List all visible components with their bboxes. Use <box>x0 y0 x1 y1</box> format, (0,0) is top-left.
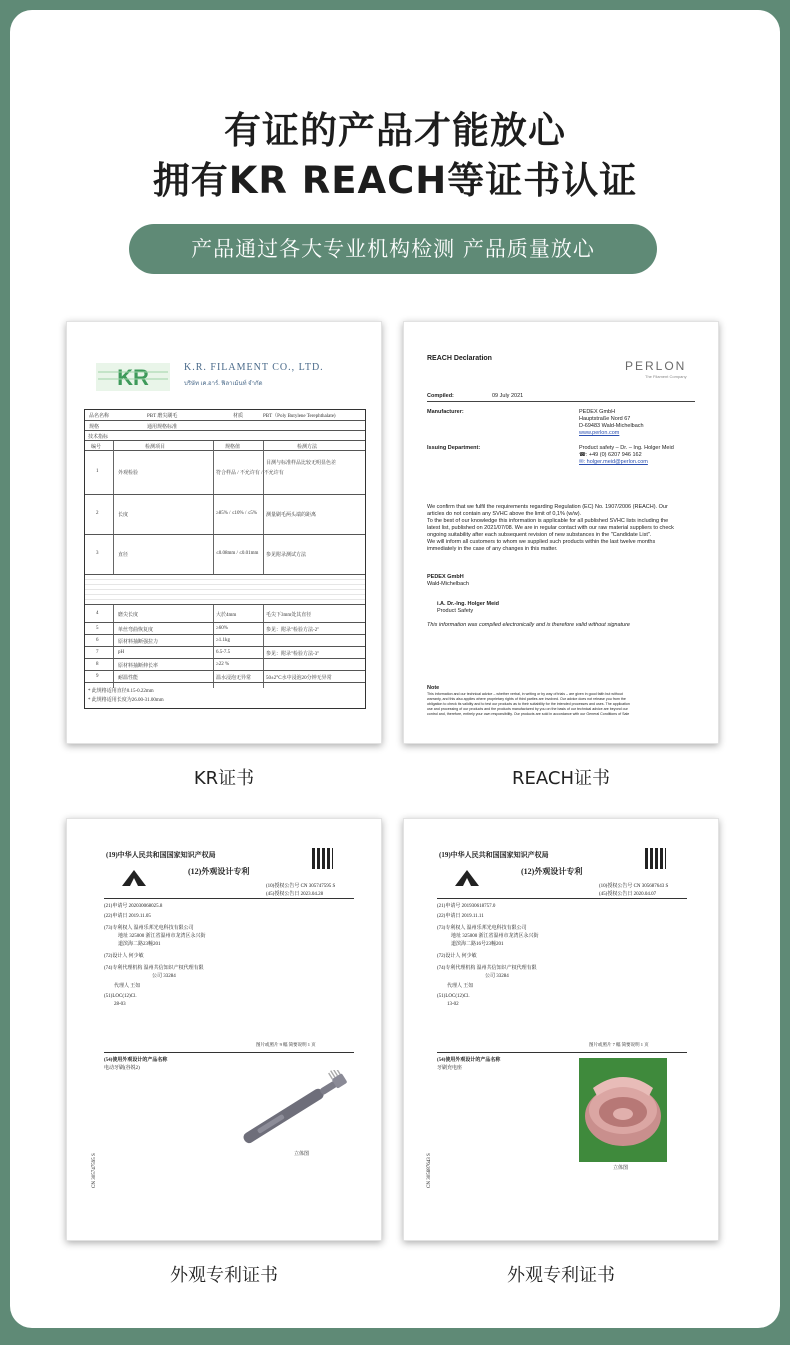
kr-material-value: PBT（Poly Butylene Terephthalate) <box>263 414 336 419</box>
manufacturer-line-3: D-69483 Wald-Michelbach <box>579 423 644 429</box>
patent-2-field-5: 道滨海二路16号23幢201 <box>451 942 504 947</box>
kr-remarks-block <box>85 575 365 605</box>
kr-row2-item: 长度 <box>118 513 129 518</box>
perlon-logo: PERLON <box>625 359 687 373</box>
kr-row5-no: 5 <box>96 626 99 631</box>
headline-line-1: 有证的产品才能放心 <box>224 109 566 152</box>
table-row <box>85 671 365 683</box>
perlon-tagline: The Filament Company <box>645 374 687 379</box>
table-row <box>85 659 365 671</box>
kr-row9-spec: 温水浸泡无异常 <box>216 676 252 681</box>
kr-row4-method: 毛尖下3mm处其直径 <box>266 613 312 618</box>
patent-1-field-3: (73)专利权人 温州乐邦光电科技有限公司 <box>104 926 194 931</box>
kr-spec-value: 通用规格标准 <box>147 425 178 430</box>
patent-2-field-4: 地址 325000 浙江省温州市龙湾区永兴街 <box>451 934 539 939</box>
kr-row9-method: 50±2°C水中浸泡20分钟无异常 <box>266 676 332 681</box>
patent-1-pub-date: (45)授权公告日 2023.04.28 <box>266 892 324 897</box>
patent-2-field-11: 13-02 <box>447 1002 459 1007</box>
kr-row6-spec: ≥1.1kg <box>216 638 230 643</box>
sign-place: Wald-Michelbach <box>427 581 469 587</box>
reach-certificate-frame <box>403 321 719 744</box>
issuing-line-1: Product safety – Dr. – Ing. Holger Meid <box>579 445 674 451</box>
issuing-email-link[interactable]: ✉: holger.meid@perlon.com <box>579 459 648 465</box>
patent-1-field-5: 道滨海二路23幢201 <box>118 942 161 947</box>
note-line-2: warranty, and this also applies where proprietary rights of third parties are involved. Our advice does not release you from the <box>427 697 626 701</box>
patent-2-field-1: (21)申请号 201930618757.0 <box>437 904 496 909</box>
patent-2-document <box>417 832 705 1227</box>
kr-row2-spec: ≥85% / ≤10% / ≤5% <box>216 511 258 516</box>
patent-1-qr-icon <box>312 848 333 869</box>
patent-2-product-name: 牙刷充电座 <box>437 1066 463 1071</box>
patent-2-view-label: 立体图 <box>613 1166 629 1171</box>
patent-2-caption: 外观专利证书 <box>507 1265 615 1286</box>
note-line-3: obligation to check its validity and to test our products as to their suitability for the intended processes and uses. The application <box>427 702 630 706</box>
kr-row4-spec: 大於4mm <box>216 613 237 618</box>
patent-1-view-label: 立体图 <box>294 1152 310 1157</box>
table-row <box>85 495 365 535</box>
patent-1-product-label: (54)使用外观设计的产品名称 <box>104 1058 168 1063</box>
issuing-label: Issuing Department: <box>427 445 481 451</box>
note-line-5: control and, therefore, entirely your own responsibility. Our products are sold in accordance with our General Conditions of Sale <box>427 712 630 716</box>
tagline-pill: 产品通过各大专业机构检测 产品质量放心 <box>129 224 657 274</box>
kr-row7-item: pH <box>118 650 125 655</box>
kr-row-section <box>85 431 365 441</box>
patent-2-qr-icon <box>645 848 666 869</box>
patent-1-field-2: (22)申请日 2019.11.05 <box>104 914 151 919</box>
patent-1-pages: 图片或照片 9 幅 简要说明 1 页 <box>256 1042 316 1047</box>
kr-company-name: K.R. FILAMENT CO., LTD. <box>184 362 324 373</box>
patent-1-field-8: 公司 33284 <box>152 974 176 979</box>
patent-2-field-6: (72)设计人 何少敏 <box>437 954 477 959</box>
reach-body-2: articles do not contain any SVHC above the limit of 0,1% (w/w). <box>427 511 582 517</box>
issuing-phone: ☎: +49 (0) 6207 946 162 <box>579 452 642 458</box>
patent-1-product-name: 电动牙刷(谷锐2) <box>104 1066 140 1071</box>
reach-certificate-document <box>417 335 705 730</box>
cnipa-emblem-icon <box>453 868 481 888</box>
kr-row4-no: 4 <box>96 611 99 616</box>
kr-row5-item: 单丝弯曲恢复度 <box>118 628 154 633</box>
kr-letterhead <box>96 357 328 407</box>
kr-row9-no: 9 <box>96 674 99 679</box>
kr-row6-item: 原材料抽断强拉力 <box>118 640 159 645</box>
patent-1-frame <box>66 818 382 1241</box>
patent-2-field-3: (73)专利权人 温州乐邦光电科技有限公司 <box>437 926 527 931</box>
kr-row3-no: 3 <box>96 551 99 556</box>
patent-1-caption: 外观专利证书 <box>170 1265 278 1286</box>
table-row <box>85 451 365 495</box>
kr-note-1: * 此规格适用直径0.15-0.22mm <box>88 689 154 694</box>
patent-2-side-number: CN 305687643 S <box>427 1153 432 1188</box>
kr-header-row <box>85 441 365 451</box>
kr-company-thai: บริษัท เค.อาร์. ฟิลาเม้นท์ จำกัด <box>184 381 263 387</box>
kr-row1-no: 1 <box>96 469 99 474</box>
patent-1-office: (19)中华人民共和国国家知识产权局 <box>106 851 216 859</box>
patent-2-field-9: 代理人 王如 <box>447 984 474 989</box>
kr-row2-method: 测量刷毛两头端的距离 <box>266 513 317 518</box>
patent-2-pages: 图片或照片 7 幅 简要说明 1 页 <box>589 1042 649 1047</box>
sign-name: i.A. Dr.-Ing. Holger Meid <box>437 601 500 607</box>
manufacturer-website-link[interactable]: www.perlon.com <box>579 430 620 436</box>
kr-product-label: 品名名称 <box>89 414 110 419</box>
kr-col-spec: 规格值 <box>225 445 241 450</box>
patent-2-pub-date: (45)授权公告日 2020.04.07 <box>599 892 657 897</box>
kr-row7-method: 参见：附录"检验方法-3" <box>266 652 320 657</box>
reach-body-4: latest list, published on 2021/07/08. We are in regular contact with our raw material suppliers to check <box>427 525 674 531</box>
kr-section-title: 技术指标 <box>88 435 109 440</box>
kr-row2-no: 2 <box>96 511 99 516</box>
kr-certificate-caption: KR证书 <box>193 768 255 789</box>
kr-row7-spec: 6.5-7.5 <box>216 650 231 655</box>
kr-logo <box>96 363 170 391</box>
table-row <box>85 535 365 575</box>
patent-2-field-8: 公司 33284 <box>485 974 509 979</box>
table-row <box>85 605 365 623</box>
kr-row4-item: 磨尖长度 <box>118 613 139 618</box>
manufacturer-line-2: Hauptstraße Nord 67 <box>579 416 631 422</box>
kr-row-product <box>85 410 365 421</box>
svg-text:KR: KR <box>117 365 149 390</box>
kr-col-no: 编号 <box>91 445 102 450</box>
kr-row-spec <box>85 421 365 431</box>
patent-1-pub-no: (10)授权公告号 CN 305747595 S <box>266 884 336 889</box>
kr-product-value: PBT 磨尖刷毛 <box>147 414 178 419</box>
kr-col-item: 检测项目 <box>145 445 166 450</box>
kr-row5-spec: ≥60% <box>216 626 228 631</box>
kr-row7-no: 7 <box>96 650 99 655</box>
kr-spec-table <box>84 409 366 709</box>
kr-row1-method: 目测与标准样品比较无明显色差 <box>266 461 337 466</box>
cnipa-emblem-icon <box>120 868 148 888</box>
patent-2-frame <box>403 818 719 1241</box>
patent-1-field-4: 地址 325000 浙江省温州市龙湾区永兴街 <box>118 934 206 939</box>
note-line-1: This information and our technical advice – whether verbal, in writing or by way of trials – are given in good faith but without <box>427 692 623 696</box>
reach-certificate-caption: REACH证书 <box>512 768 610 789</box>
kr-material-label: 材质 <box>233 414 244 419</box>
patent-2-office: (19)中华人民共和国国家知识产权局 <box>439 851 549 859</box>
table-row <box>85 635 365 647</box>
compiled-label: Compiled: <box>427 393 454 399</box>
patent-2-type: (12)外观设计专利 <box>521 867 583 876</box>
reach-body-5: ongoing suitability after each subsequent revision of new substances in the "Candidate List". <box>427 532 652 538</box>
patent-2-field-7: (74)专利代理机构 温州共信知识产权代理有限 <box>437 966 537 971</box>
reach-body-3: To the best of our knowledge this information is applicable for all published SVHC lists including the <box>427 518 669 524</box>
reach-body-1: We confirm that we fulfil the requirements regarding Regulation (EC) No. 1907/2006 (REACH). Our <box>427 504 668 510</box>
kr-certificate-document <box>80 335 368 730</box>
compiled-date: 09 July 2021 <box>492 393 524 399</box>
kr-row6-no: 6 <box>96 638 99 643</box>
manufacturer-label: Manufacturer: <box>427 409 464 415</box>
reach-body-6: We will inform all customers to whom we supplied such products within the last twelve months <box>427 539 656 545</box>
patent-2-pub-no: (10)授权公告号 CN 305687643 S <box>599 884 669 889</box>
kr-note-2: * 此规格适用长度为26.00-31.00mm <box>88 698 164 703</box>
kr-row1-spec: 符合样品 / 不允许有 / 不允许有 <box>216 471 284 476</box>
table-row <box>85 623 365 635</box>
patent-2-product-label: (54)使用外观设计的产品名称 <box>437 1058 501 1063</box>
sign-note: This information was compiled electronically and is therefore valid without signature <box>427 622 630 628</box>
kr-row3-item: 直径 <box>118 553 129 558</box>
patent-1-document <box>80 832 368 1227</box>
note-label: Note <box>427 685 440 691</box>
patent-1-side-number: CN 305747595 S <box>92 1153 97 1188</box>
patent-1-field-10: (51)LOC(12)Cl. <box>104 994 137 999</box>
kr-row8-no: 8 <box>96 662 99 667</box>
kr-row8-spec: ≥22 % <box>216 662 230 667</box>
patent-2-field-2: (22)申请日 2019.11.11 <box>437 914 484 919</box>
kr-row3-method: 参见附录测试方法 <box>266 553 307 558</box>
kr-row1-item: 外观检验 <box>118 471 139 476</box>
kr-certificate-frame <box>66 321 382 744</box>
kr-spec-label: 规格 <box>89 425 100 430</box>
kr-row5-method: 参见：附录"检验方法-2" <box>266 628 320 633</box>
kr-row8-item: 原材料抽断伸长率 <box>118 664 159 669</box>
patent-1-field-6: (72)设计人 何少敏 <box>104 954 144 959</box>
patent-1-type: (12)外观设计专利 <box>188 867 250 876</box>
sign-company: PEDEX GmbH <box>427 574 464 580</box>
toothbrush-drawing <box>230 1070 358 1150</box>
patent-1-field-1: (21)申请号 202030068025.8 <box>104 904 163 909</box>
sign-role: Product Safety <box>437 608 474 614</box>
manufacturer-line-1: PEDEX GmbH <box>579 409 616 415</box>
patent-2-field-10: (51)LOC(12)Cl. <box>437 994 470 999</box>
headline-line-2: 拥有KR REACH等证书认证 <box>152 159 638 202</box>
kr-row9-item: 耐温性能 <box>118 676 139 681</box>
charging-base-photo <box>579 1058 667 1162</box>
patent-1-field-7: (74)专利代理机构 温州共信知识产权代理有限 <box>104 966 204 971</box>
patent-1-field-11: 28-03 <box>114 1002 126 1007</box>
reach-title: REACH Declaration <box>427 355 492 362</box>
kr-col-method: 检测方法 <box>297 445 318 450</box>
reach-body-7: immediately in the case of any changes in this matter. <box>427 546 558 552</box>
note-line-4: use and processing of our products and the products manufactured by you on the basis of our technical advice are beyond our <box>427 707 628 711</box>
table-row <box>85 647 365 659</box>
kr-row3-spec: ≤0.08mm / ≤0.01mm <box>216 551 259 556</box>
patent-1-field-9: 代理人 王如 <box>114 984 141 989</box>
